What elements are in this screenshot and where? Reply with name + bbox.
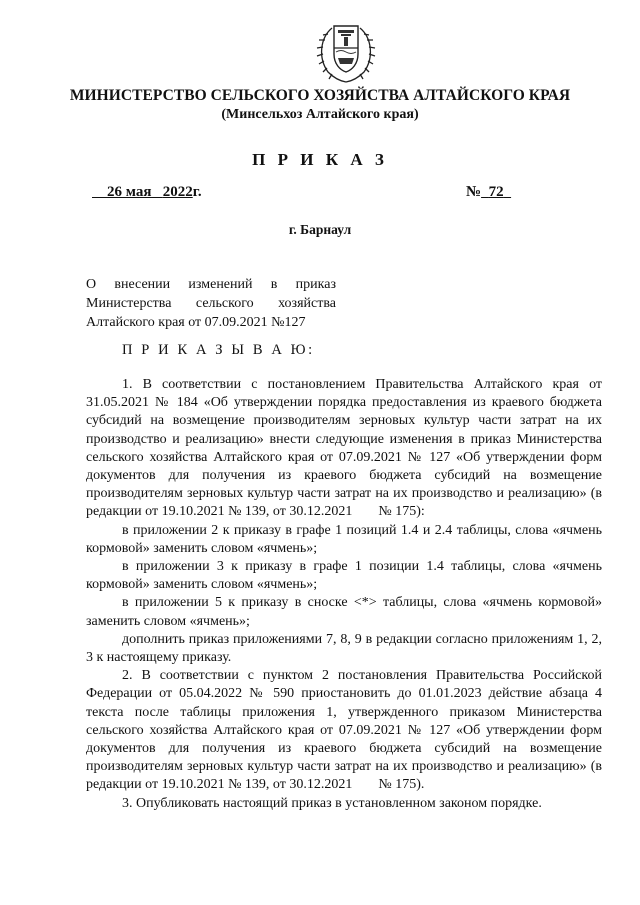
- paragraph-3: 3. Опубликовать настоящий приказ в установленном законом порядке.: [122, 795, 542, 811]
- order-number-label: №: [466, 184, 482, 200]
- order-number-value: 72: [488, 184, 504, 200]
- document-body: [86, 376, 602, 813]
- order-date: [92, 184, 202, 201]
- order-date-day: 26 мая: [107, 184, 152, 200]
- order-date-suffix: г.: [192, 184, 202, 200]
- order-number: [466, 184, 511, 201]
- paragraph-1a: в приложении 2 к приказу в графе 1 позиций 1.4 и 2.4 таблицы, слова «ячмень кормовой» заменить словом «ячмень»;: [86, 522, 602, 556]
- paragraph-1: 1. В соответствии с постановлением Правительства Алтайского края от 31.05.2021 № 184 «Об утверждении порядка предоставления из краевого бюджета субсидий на возмещение производителям зерновых культур части затрат на их производство и реализацию» внести следующие изменения в приказ Министерства сельского хозяйства Алтайского края от 07.09.2021 № 127 «Об утверждении форм документов для получения из краевого бюджета субсидий на возмещение производителям зерновых культур части затрат на их производство и реализацию» (в редакции от 19.10.2021 № 139, от 30.12.2021 № 175):: [86, 377, 602, 520]
- ministry-short-name: (Минсельхоз Алтайского края): [221, 107, 419, 122]
- order-word: П Р И К А З Ы В А Ю:: [122, 342, 315, 358]
- paragraph-2: 2. В соответствии с пунктом 2 постановления Правительства Российской Федерации от 05.04.2022 № 590 приостановить до 01.01.2023 действие абзаца 4 текста после таблицы приложения 1, утвержденного приказом Министерства сельского хозяйства Алтайского края от 07.09.2021 № 127 «Об утверждении форм документов для получения из краевого бюджета субсидий на возмещение производителям зерновых культур части затрат на их производство и реализацию» (в редакции от 19.10.2021 № 139, от 30.12.2021 № 175).: [86, 668, 602, 793]
- ministry-name: МИНИСТЕРСТВО СЕЛЬСКОГО ХОЗЯЙСТВА АЛТАЙСКОГО КРАЯ: [69, 87, 571, 104]
- city: г. Барнаул: [288, 222, 352, 237]
- order-date-year: 2022: [162, 184, 193, 200]
- order-subject: О внесении изменений в приказ Министерства сельского хозяйства Алтайского края от 07.09.2021 №127: [86, 277, 336, 330]
- document-title: П Р И К А З: [252, 150, 388, 169]
- paragraph-1c: в приложении 5 к приказу в сноске <*> таблицы, слова «ячмень кормовой» заменить словом «ячмень»;: [86, 595, 602, 629]
- paragraph-1d: дополнить приказ приложениями 7, 8, 9 в редакции согласно приложениям 1, 2, 3 к настоящему приказу.: [86, 631, 602, 666]
- altai-krai-coat-of-arms-icon: [314, 18, 378, 86]
- paragraph-1b: в приложении 3 к приказу в графе 1 позиции 1.4 таблицы, слова «ячмень кормовой» заменить словом «ячмень»;: [86, 559, 602, 593]
